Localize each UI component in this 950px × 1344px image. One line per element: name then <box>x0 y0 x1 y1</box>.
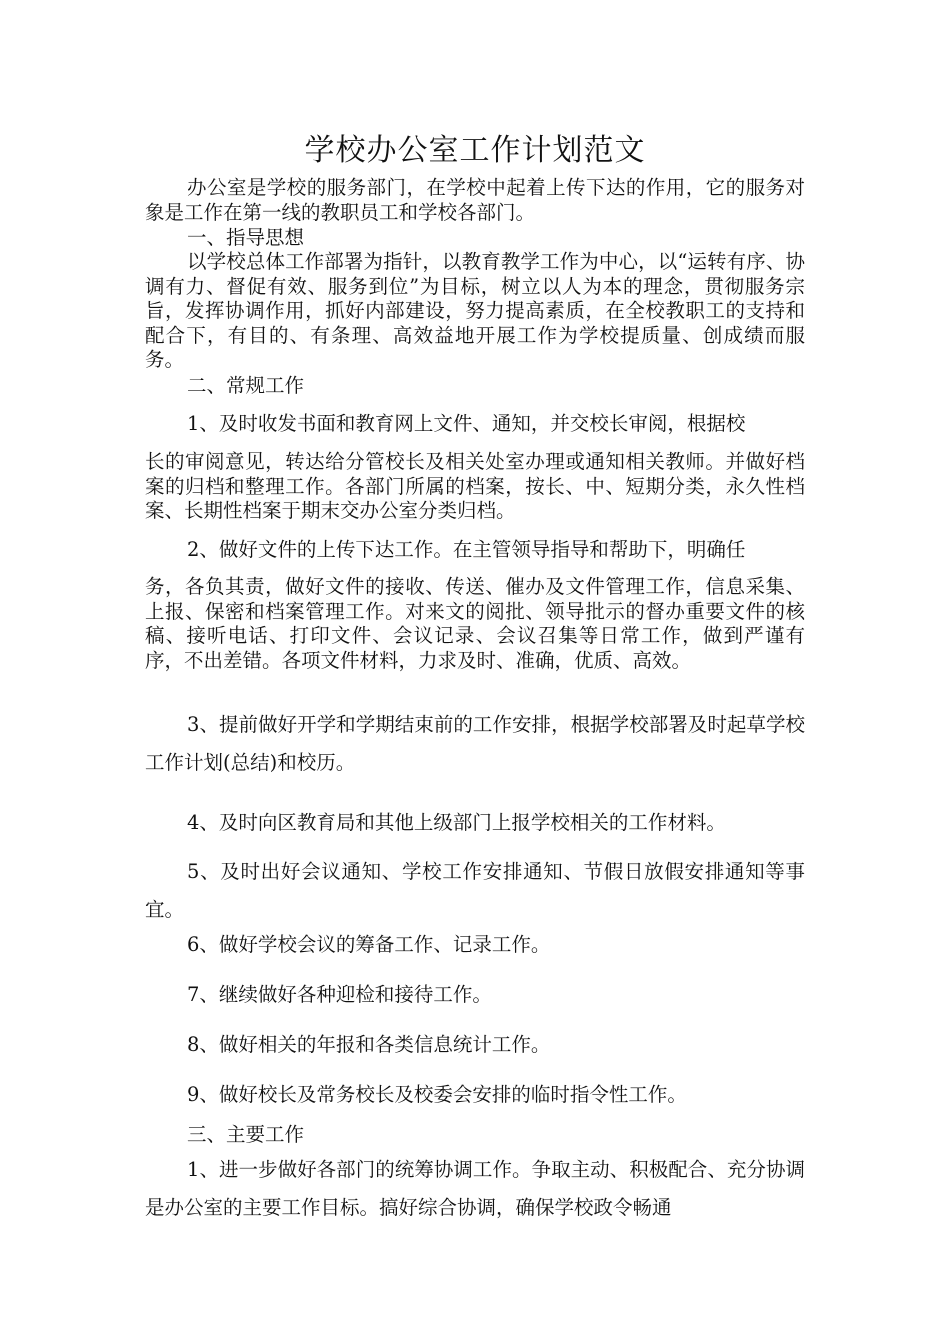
section-heading-routine-work: 二、常规工作 <box>187 374 305 397</box>
routine-item-4: 4、及时向区教育局和其他上级部门上报学校相关的工作材料。 <box>187 811 726 834</box>
routine-item-2-rest: 务，各负其责，做好文件的接收、传送、催办及文件管理工作，信息采集、上报、保密和档案管理工作。对来文的阅批、领导批示的督办重要文件的核稿、接听电话、打印文件、会议记录、会议召集等日常工作，做到严谨有序，不出差错。各项文件材料，力求及时、准确，优质、高效。 <box>145 575 805 672</box>
routine-item-8: 8、做好相关的年报和各类信息统计工作。 <box>187 1033 551 1056</box>
routine-item-3: 3、提前做好开学和学期结束前的工作安排，根据学校部署及时起草学校工作计划(总结)和校历。 <box>145 713 805 774</box>
routine-item-1-rest: 长的审阅意见，转达给分管校长及相关处室办理或通知相关教师。并做好档案的归档和整理工作。各部门所属的档案，按长、中、短期分类，永久性档案、长期性档案于期末交办公室分类归档。 <box>145 450 805 523</box>
routine-item-1-first-line: 1、及时收发书面和教育网上文件、通知，并交校长审阅，根据校 <box>187 412 746 435</box>
routine-item-9: 9、做好校长及常务校长及校委会安排的临时指令性工作。 <box>187 1083 687 1106</box>
routine-item-5: 5、及时出好会议通知、学校工作安排通知、节假日放假安排通知等事宜。 <box>145 860 805 921</box>
intro-paragraph: 办公室是学校的服务部门，在学校中起着上传下达的作用，它的服务对象是工作在第一线的教职员工和学校各部门。 <box>145 176 805 224</box>
section-heading-guiding-ideology: 一、指导思想 <box>187 226 305 249</box>
document-title: 学校办公室工作计划范文 <box>304 133 646 168</box>
main-work-item-1: 1、进一步做好各部门的统筹协调工作。争取主动、积极配合、充分协调是办公室的主要工作目标。搞好综合协调，确保学校政令畅通 <box>145 1158 805 1219</box>
routine-item-7: 7、继续做好各种迎检和接待工作。 <box>187 983 492 1006</box>
guiding-ideology-paragraph: 以学校总体工作部署为指针，以教育教学工作为中心，以“运转有序、协调有力、督促有效、服务到位”为目标，树立以人为本的理念，贯彻服务宗旨，发挥协调作用，抓好内部建设，努力提高素质，在全校教职工的支持和配合下，有目的、有条理、高效益地开展工作为学校提质量、创成绩而服务。 <box>145 250 805 372</box>
routine-item-6: 6、做好学校会议的筹备工作、记录工作。 <box>187 933 551 956</box>
section-heading-main-work: 三、主要工作 <box>187 1123 305 1146</box>
routine-item-2-first-line: 2、做好文件的上传下达工作。在主管领导指导和帮助下，明确任 <box>187 538 746 561</box>
